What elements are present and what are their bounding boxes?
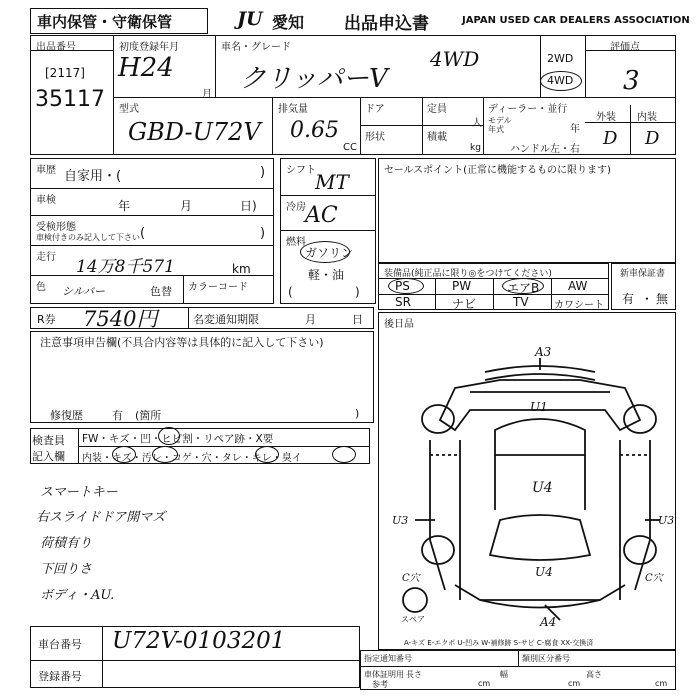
recycle-note: 車検付きのみ記入して下さい bbox=[36, 233, 140, 242]
shift-value: MT bbox=[315, 170, 349, 194]
inspection-month: 月 bbox=[180, 199, 193, 213]
lot-small: [2117] bbox=[45, 66, 85, 80]
recycle-close: ) bbox=[260, 226, 266, 241]
person-label: 人 bbox=[472, 118, 482, 129]
length-unit: cm bbox=[478, 679, 491, 688]
form-title: 出品申込書 bbox=[344, 14, 429, 34]
inspection-day: 日) bbox=[240, 199, 257, 213]
warranty-label: 新車保証書 bbox=[620, 269, 666, 279]
history-label: 車歴 bbox=[36, 165, 56, 176]
note-smart-key: スマートキー bbox=[40, 485, 118, 500]
fuel-paren-open: ( bbox=[288, 285, 293, 299]
first-reg-value: H24 bbox=[118, 53, 174, 83]
model-label: 車名・グレード bbox=[221, 42, 291, 53]
equip-navi: ナビ bbox=[452, 297, 477, 311]
color-change-label: 色替 bbox=[150, 285, 172, 298]
damage-legend: A-キズ E-エクボ U-凹み W-補修跡 S-サビ C-腐食 XX-交換済 bbox=[404, 639, 594, 647]
model-value: クリッパーV bbox=[240, 64, 388, 94]
note-body: ボディ・AU. bbox=[40, 588, 115, 603]
lot-label: 出品番号 bbox=[36, 42, 76, 53]
notice-label: 名変通知期限 bbox=[193, 313, 259, 326]
history-value: 自家用・( bbox=[64, 169, 122, 184]
fuel-paren-close: ) bbox=[355, 285, 360, 299]
r-ticket-label: R券 bbox=[37, 313, 56, 326]
month-label: 月 bbox=[202, 89, 212, 100]
type-value: GBD-U72V bbox=[128, 118, 261, 146]
cc-label: CC bbox=[343, 142, 357, 153]
equip-airbag: エアB bbox=[507, 281, 540, 295]
notice-month: 月 bbox=[305, 313, 316, 326]
spare-label: スペア bbox=[401, 615, 425, 624]
chassis-label: 車台番号 bbox=[38, 638, 82, 651]
chassis-value: U72V-0103201 bbox=[112, 628, 286, 654]
drive-2wd: 2WD bbox=[547, 52, 574, 65]
notice-number-label: 指定通知番号 bbox=[364, 654, 412, 663]
warranty-no: 無 bbox=[656, 292, 669, 306]
note-slide-door: 右スライドドア開マズ bbox=[36, 510, 166, 525]
rear-label: 後日品 bbox=[384, 319, 414, 330]
interior-label: 内装 bbox=[637, 112, 657, 123]
diagram-c-left: C穴 bbox=[402, 573, 420, 584]
color-code-label: カラーコード bbox=[188, 282, 248, 293]
diagram-u3-left: U3 bbox=[392, 514, 409, 527]
repair-close: ) bbox=[355, 407, 360, 420]
note-under: 下回りさ bbox=[40, 562, 93, 577]
inspection-label: 車検 bbox=[36, 195, 56, 206]
kg-label: kg bbox=[470, 143, 481, 153]
ju-logo: JU bbox=[237, 8, 263, 30]
height-label: 高さ bbox=[586, 670, 602, 679]
note-cargo: 荷積有り bbox=[40, 536, 93, 551]
org-name: 愛知 bbox=[272, 13, 305, 32]
notes-label: 注意事項申告欄(不具合内容等は具体的に記入して下さい) bbox=[40, 336, 324, 349]
history-close: ) bbox=[260, 165, 266, 180]
score-value: 3 bbox=[623, 66, 640, 96]
inspection-year: 年 bbox=[118, 199, 131, 213]
category-number-label: 類別区分番号 bbox=[522, 654, 570, 663]
repair-label: 修復歴 bbox=[50, 409, 83, 422]
cert-label: 車体証明用 bbox=[364, 670, 404, 679]
inspector-mark-scratch bbox=[112, 446, 136, 463]
warranty-sep: ・ bbox=[641, 292, 654, 306]
equip-tv: TV bbox=[513, 295, 529, 309]
equip-pw: PW bbox=[452, 279, 472, 293]
length-label: 長さ bbox=[406, 670, 422, 679]
width-unit: cm bbox=[568, 679, 581, 688]
equipment-label: 装備品(純正品に限り◎をつけてください) bbox=[384, 269, 552, 279]
repair-place: (箇所 bbox=[135, 409, 162, 422]
inspector-label-2: 記入欄 bbox=[32, 450, 65, 463]
lot-number: 35117 bbox=[35, 87, 105, 112]
type-label: 型式 bbox=[119, 104, 139, 115]
handle-label: ハンドル bbox=[510, 144, 550, 155]
door-label: ドア bbox=[365, 104, 385, 115]
association-name: JAPAN USED CAR DEALERS ASSOCIATION bbox=[462, 15, 690, 26]
mileage-value: 14万8千571 bbox=[76, 257, 175, 277]
diagram-u1: U1 bbox=[530, 400, 548, 414]
shape-label: 形状 bbox=[365, 132, 385, 143]
displacement-value: 0.65 bbox=[290, 118, 339, 143]
inspector-label-1: 検査員 bbox=[32, 434, 65, 447]
fuel-gas: ガソリン bbox=[305, 246, 354, 260]
dealer-label: ディーラー・並行 bbox=[488, 104, 568, 115]
mileage-label: 走行 bbox=[36, 252, 56, 263]
storage-title: 車内保管・守衛保管 bbox=[37, 13, 173, 31]
reg-label: 登録番号 bbox=[38, 670, 82, 683]
lr-label: 左・右 bbox=[550, 144, 580, 155]
km-label: km bbox=[232, 262, 251, 276]
equip-leather: カワシート bbox=[554, 300, 604, 311]
diagram-u3-right: U3 bbox=[658, 514, 675, 527]
seats-label: 定員 bbox=[427, 104, 447, 115]
score-label: 評価点 bbox=[610, 42, 640, 53]
fuel-label: 燃料 bbox=[286, 237, 306, 248]
shift-label: シフト bbox=[286, 165, 316, 176]
repair-value: 有 bbox=[112, 409, 123, 422]
year-label: 年 bbox=[570, 124, 580, 135]
diagram-a3: A3 bbox=[535, 345, 552, 359]
ac-value: AC bbox=[305, 203, 338, 228]
inspector-line-1: FW・キズ・凹・ヒビ割・リペア跡・X要 bbox=[82, 433, 274, 445]
equip-sr: SR bbox=[395, 295, 411, 309]
diagram-frame bbox=[378, 312, 676, 650]
recycle-open: ( bbox=[140, 226, 146, 241]
diagram-a4: A4 bbox=[540, 615, 557, 629]
exterior-label: 外装 bbox=[596, 112, 616, 123]
sales-point-label: セールスポイント(正常に機能するものに限ります) bbox=[384, 165, 611, 176]
warranty-yes: 有 bbox=[622, 292, 635, 306]
notice-day: 日 bbox=[352, 313, 363, 326]
diagram-u4-rear: U4 bbox=[535, 565, 553, 579]
equip-ps: PS bbox=[395, 279, 410, 293]
color-value: シルバー bbox=[62, 285, 105, 298]
displacement-label: 排気量 bbox=[278, 104, 308, 115]
ac-label: 冷房 bbox=[286, 202, 306, 213]
drive-4wd: 4WD bbox=[547, 74, 574, 87]
inspector-mark-dent bbox=[158, 427, 180, 445]
drive-value: 4WD bbox=[430, 47, 480, 71]
inspector-mark-smell bbox=[332, 446, 356, 463]
diagram-u4-center: U4 bbox=[532, 480, 553, 496]
reference-label: 参考 bbox=[372, 680, 388, 689]
model-year-label: モデル年式 bbox=[488, 116, 512, 134]
fuel-diesel: 軽・油 bbox=[308, 268, 345, 282]
recycle-label: 受検形態 bbox=[36, 222, 76, 233]
height-unit: cm bbox=[655, 679, 668, 688]
load-label: 積載 bbox=[427, 132, 447, 143]
inspector-mark-sag bbox=[255, 446, 279, 463]
r-ticket-value: 7540円 bbox=[83, 307, 158, 331]
inspector-mark-dirt bbox=[152, 446, 178, 463]
interior-value: D bbox=[645, 128, 660, 149]
diagram-c-right: C穴 bbox=[645, 573, 663, 584]
inspector-line-2: 内装・キズ・汚レ・コゲ・穴・タレ・キレ・臭イ bbox=[82, 453, 302, 464]
color-label: 色 bbox=[36, 282, 46, 293]
width-label: 幅 bbox=[500, 670, 508, 679]
equip-aw: AW bbox=[568, 279, 588, 293]
exterior-value: D bbox=[603, 128, 618, 149]
first-reg-label: 初度登録年月 bbox=[119, 42, 179, 53]
